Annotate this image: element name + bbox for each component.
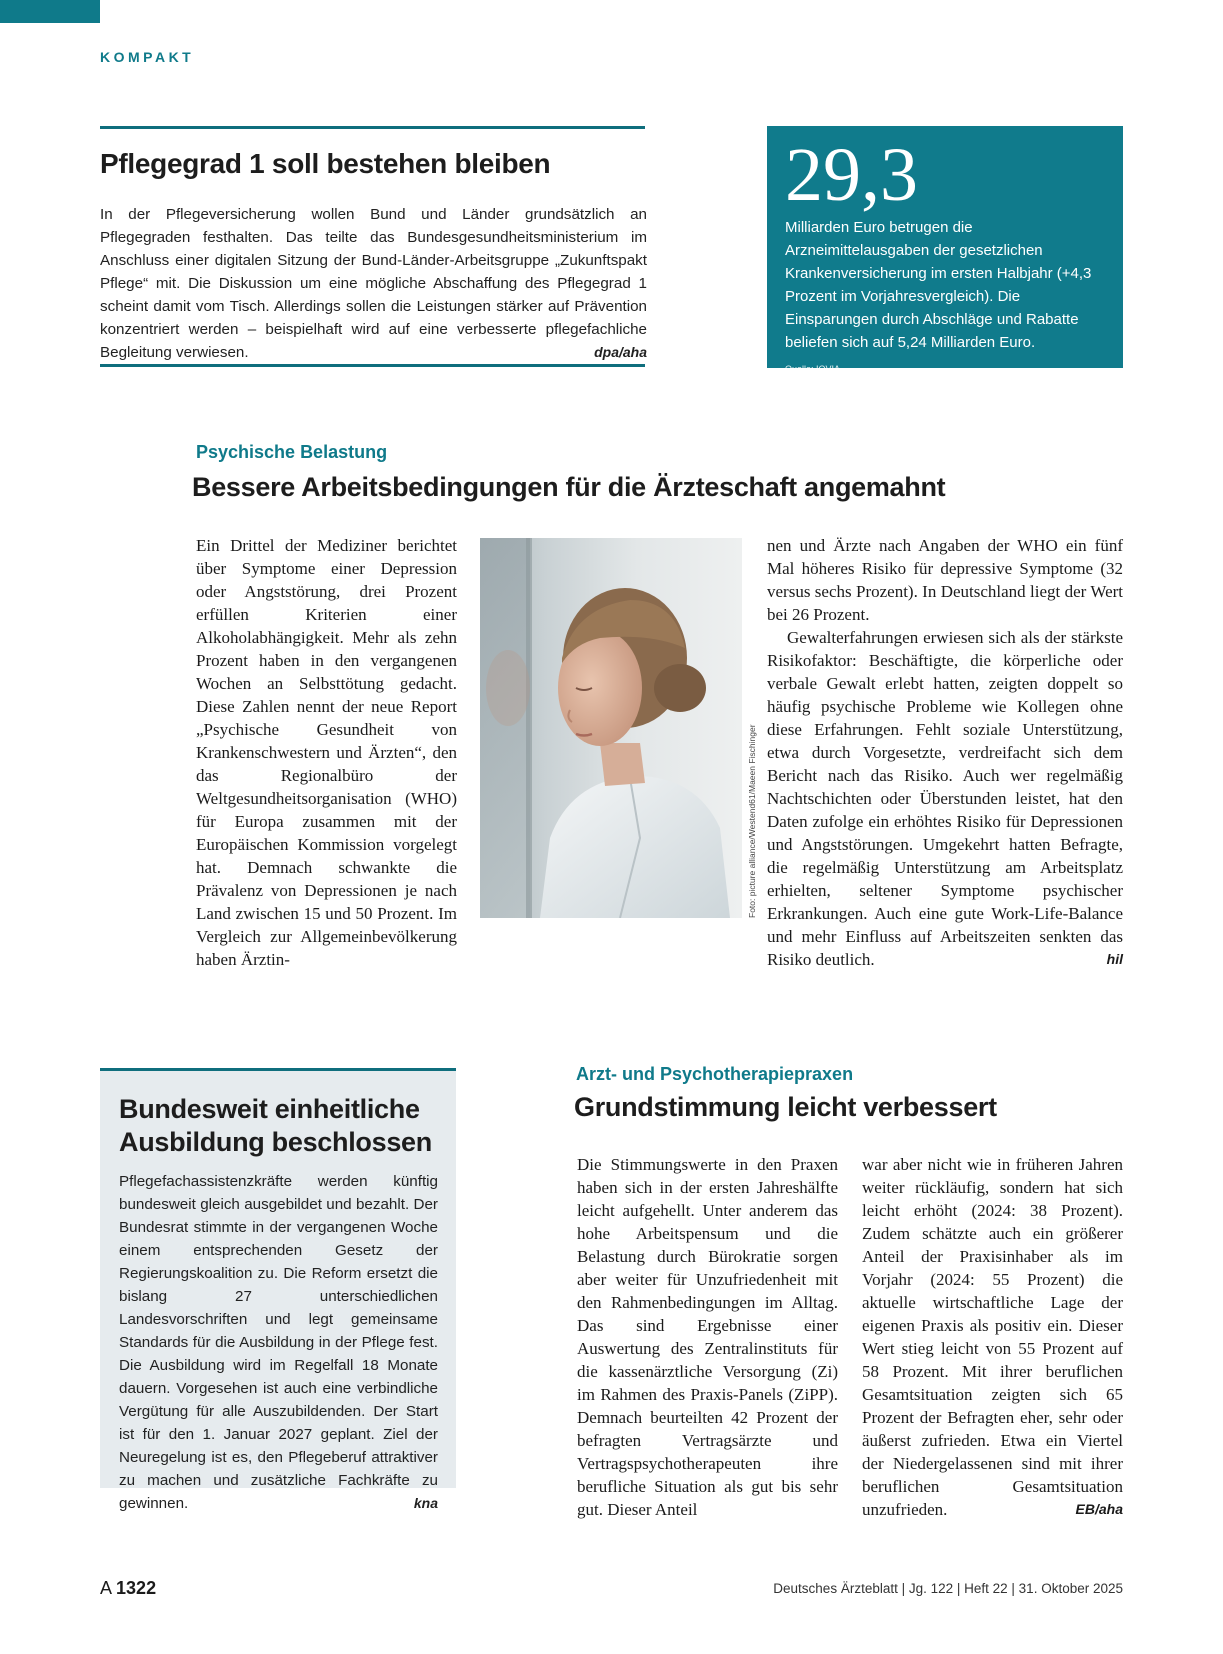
article3-title: Bundesweit einheitliche Ausbildung beschlossen: [119, 1094, 432, 1157]
article2-column1: Ein Drittel der Mediziner berichtet über Symptome einer Depression oder Angststörung, drei Prozent erfüllen Kriterien einer Alkoholabhängigkeit. Mehr als zehn Prozent haben in den vergangenen Wochen an Selbsttötung gedacht. Diese Zahlen nennt der neue Report „Psychische Gesundheit von Krankenschwestern und Ärzten“, den das Regionalbüro der Weltgesundheitsorganisation (WHO) für Europa zusammen mit der Europäischen Kommission vorgelegt hat. Demnach schwankte die Prävalenz von Depressionen je nach Land zwischen 15 und 50 Prozent. Im Vergleich zur Allgemeinbevölkerung haben Ärztin-: [196, 536, 457, 969]
section-label: KOMPAKT: [100, 49, 195, 65]
footer-page-value: 1322: [116, 1578, 157, 1598]
article2-col2-paragraph2: [767, 626, 1123, 971]
footer-page-number: [100, 1578, 156, 1599]
article2-col2-paragraph2-text: Gewalterfahrungen erwiesen sich als der stärkste Risikofaktor: Beschäftigte, die körperliche oder verbale Gewalt erlebt hatten, zeigten doppelt so häufig psychische Probleme wie Kollegen ohne diese Erfahrungen. Fehlt soziale Unterstützung, etwa durch Vorgesetzte, verdreifacht sich dem Bericht nach das Risiko. Auch wer regelmäßig Nachtschichten oder Überstunden leistet, hat den Daten zufolge ein erhöhtes Risiko für Depressionen und Angststörungen. Umgekehrt hatten Befragte, die regelmäßig Unterstützung am Arbeitsplatz erhielten, seltener Symptome psychischer Erkrankungen. Auch eine gute Work-Life-Balance und mehr Einfluss auf Arbeitszeiten senkten das Risiko deutlich.: [767, 628, 1123, 969]
article-photo: [480, 538, 742, 918]
article4-column2: [862, 1153, 1123, 1521]
article4-signature: EB/aha: [1075, 1501, 1123, 1517]
photo-illustration: [480, 538, 742, 918]
article4-kicker: Arzt- und Psychotherapiepraxen: [576, 1064, 854, 1084]
article1-title: Pflegegrad 1 soll bestehen bleiben: [100, 148, 551, 179]
article4-column2-text: war aber nicht wie in früheren Jahren weiter rückläufig, sondern hat sich leicht erhöht (2024: 38 Prozent). Zudem schätzte auch ein größerer Anteil der Praxisinhaber als im Vorjahr (2024: 55 Prozent) die aktuelle wirtschaftliche Lage der eigenen Praxis als positiv ein. Dieser Wert stieg leicht von 55 Prozent auf 58 Prozent. Mit ihrer beruflichen Gesamtsituation zeigten sich 65 Prozent der Befragten eher, sehr oder äußerst zufrieden. Etwa ein Viertel der Niedergelassenen sind mit ihrer beruflichen Gesamtsituation unzufrieden.: [862, 1155, 1123, 1519]
article1-bottom-rule: [100, 364, 645, 367]
article1-body: [100, 203, 647, 364]
article2-col2-paragraph1: nen und Ärzte nach Angaben der WHO ein fünf Mal höheres Risiko für depressive Symptome (32 versus sechs Prozent). In Deutschland liegt der Wert bei 26 Prozent.: [767, 536, 1123, 624]
footer-journal-info: Deutsches Ärzteblatt | Jg. 122 | Heft 22 | 31. Oktober 2025: [773, 1581, 1123, 1596]
article1-top-rule: [100, 126, 645, 129]
photo-credit: [745, 722, 759, 918]
article4-column1: Die Stimmungswerte in den Praxen haben sich in der ersten Jahreshälfte leicht aufgehellt. Unter anderem das hohe Arbeitspensum und die Belastung durch Bürokratie sorgen aber weiter für Unzufriedenheit mit den Rahmenbedingungen im Alltag. Das sind Ergebnisse einer Auswertung des Zentralinstituts für die kassenärztliche Versorgung (Zi) im Rahmen des Praxis-Panels (ZiPP). Demnach beurteilten 42 Prozent der befragten Vertragsärzte und Vertragspsychotherapeuten ihre berufliche Situation als gut bis sehr gut. Dieser Anteil: [577, 1155, 838, 1519]
stat-text: Milliarden Euro betrugen die Arzneimittelausgaben der gesetzlichen Krankenversicherung im ersten Halbjahr (+4,3 Prozent im Vorjahresvergleich). Die Einsparungen durch Abschläge und Rabatte beliefen sich auf 5,24 Milliarden Euro.: [785, 219, 1092, 351]
article3-signature: kna: [413, 1495, 438, 1511]
article2-title: Bessere Arbeitsbedingungen für die Ärzteschaft angemahnt: [192, 472, 946, 502]
stat-box: [767, 126, 1123, 374]
article3-body: [119, 1170, 438, 1515]
article3-box: [100, 1068, 456, 1512]
article4-title: Grundstimmung leicht verbessert: [574, 1092, 997, 1122]
article1-body-text: In der Pflegeversicherung wollen Bund und Länder grundsätzlich an Pflegegraden festhalten. Das teilte das Bundesgesundheitsministerium im Anschluss einer digitalen Sitzung der Bund-Länder-Arbeitsgruppe „Zukunftspakt Pflege“ mit. Die Diskussion um eine mögliche Abschaffung des Pflegegrad 1 scheint damit vom Tisch. Allerdings sollen die Leistungen stärker auf Prävention konzentriert werden – beispielhaft wird auf eine verbesserte pflegefachliche Begleitung verwiesen.: [100, 206, 647, 361]
stat-number: 29,3: [785, 133, 918, 217]
article2-kicker: Psychische Belastung: [196, 442, 388, 462]
footer-page-prefix: A: [100, 1578, 112, 1598]
photo-credit-text: Foto: picture alliance/Westend61/Maeen Fischinger: [747, 724, 757, 918]
article3-body-text: Pflegefachassistenzkräfte werden künftig bundesweit gleich ausgebildet und bezahlt. Der Bundesrat stimmte in der vergangenen Woche einem entsprechenden Gesetz der Regierungskoalition zu. Die Reform ersetzt die bislang 27 unterschiedlichen Landesvorschriften und legt gemeinsame Standards für die Ausbildung in der Pflege fest. Die Ausbildung wird im Regelfall 18 Monate dauern. Vorgesehen ist auch eine verbindliche Vergütung für alle Auszubildenden. Der Start ist für den 1. Januar 2027 geplant. Ziel der Neuregelung ist es, den Pflegeberuf attraktiver zu machen und zusätzliche Fachkräfte zu gewinnen.: [119, 1173, 438, 1512]
article2-signature: hil: [1106, 951, 1123, 967]
stat-source: Quelle: IQVIA: [785, 364, 841, 374]
article1-signature: dpa/aha: [594, 344, 647, 360]
article2-column2: [767, 534, 1123, 971]
corner-accent-bar: [0, 0, 100, 23]
